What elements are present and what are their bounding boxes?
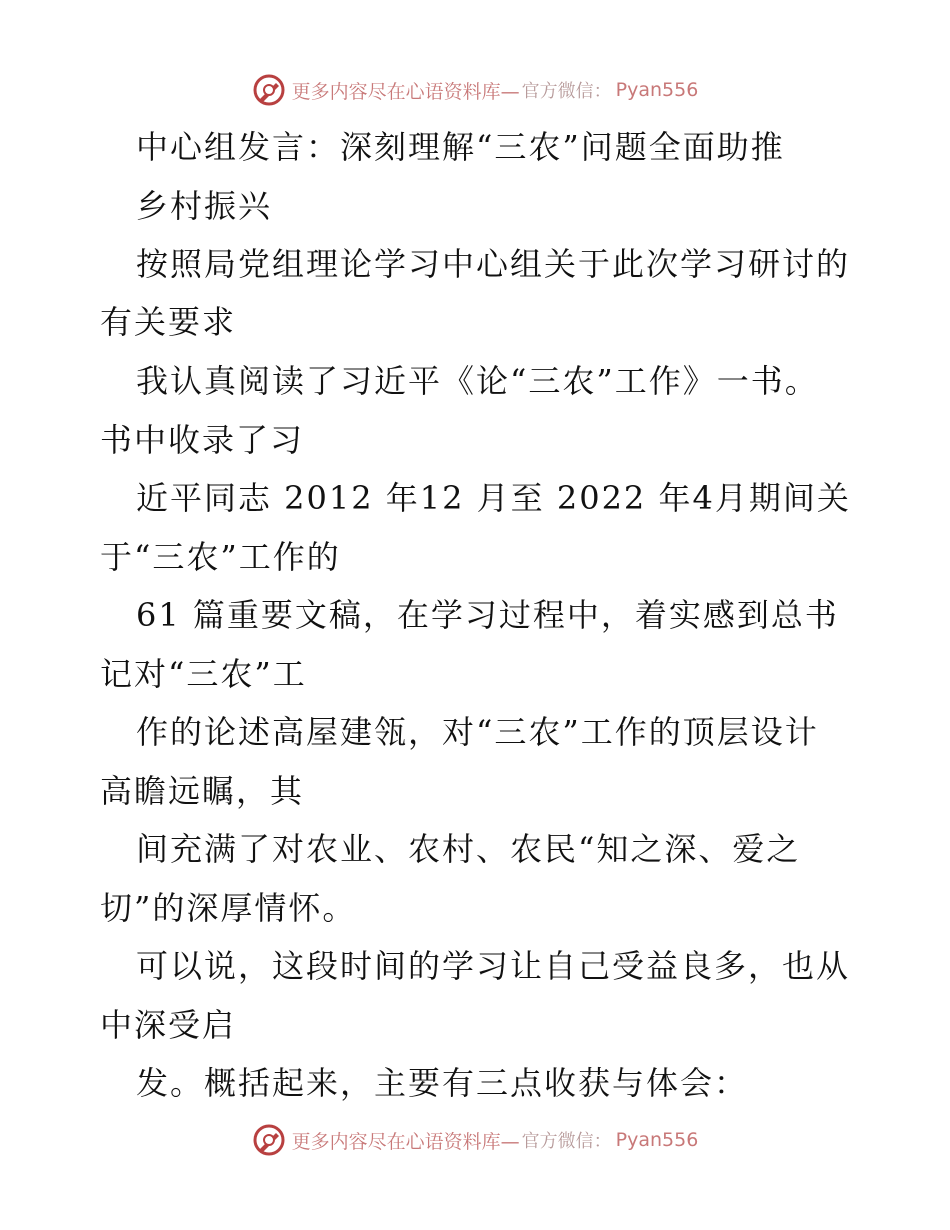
document-title-line-2: 乡村振兴 [136, 187, 273, 225]
paragraph-line: 记对“三农”工 [100, 655, 307, 693]
watermark-wechat-label: 官方微信： [521, 1131, 612, 1152]
watermark-wechat-id: Pyan556 [615, 1129, 699, 1151]
paragraph-line: 近平同志 2012 年12 月至 2022 年4月期间关 [136, 479, 851, 517]
paragraph-line: 发。概括起来，主要有三点收获与体会： [136, 1064, 749, 1102]
paragraph-line: 切”的深厚情怀。 [100, 889, 357, 927]
paragraph-line: 中深受启 [100, 1006, 237, 1044]
paragraph-line: 我认真阅读了习近平《论“三农”工作》一书。 [136, 362, 819, 400]
paragraph-line: 作的论述高屋建瓴，对“三农”工作的顶层设计 [136, 713, 819, 751]
paragraph-line: 按照局党组理论学习中心组关于此次学习研讨的 [136, 245, 851, 283]
watermark-brand: 更多内容尽在心语资料库— [291, 80, 520, 103]
pen-logo-icon [252, 1123, 286, 1157]
paragraph-line: 高瞻远瞩，其 [100, 772, 305, 810]
paragraph-line: 有关要求 [100, 303, 237, 341]
watermark-wechat-label: 官方微信： [521, 81, 612, 102]
watermark-wechat-id: Pyan556 [615, 79, 699, 101]
paragraph-line: 书中收录了习 [100, 421, 305, 459]
paragraph-line: 于“三农”工作的 [100, 538, 341, 576]
paragraph-line: 可以说，这段时间的学习让自己受益良多，也从 [136, 947, 851, 985]
paragraph-line: 61 篇重要文稿，在学习过程中，着实感到总书 [136, 596, 839, 634]
document-title-line-1: 中心组发言：深刻理解“三农”问题全面助推 [136, 128, 785, 166]
paragraph-line: 间充满了对农业、农村、农民“知之深、爱之 [136, 830, 801, 868]
footer-watermark [0, 1120, 950, 1160]
watermark-brand: 更多内容尽在心语资料库— [291, 1130, 520, 1153]
